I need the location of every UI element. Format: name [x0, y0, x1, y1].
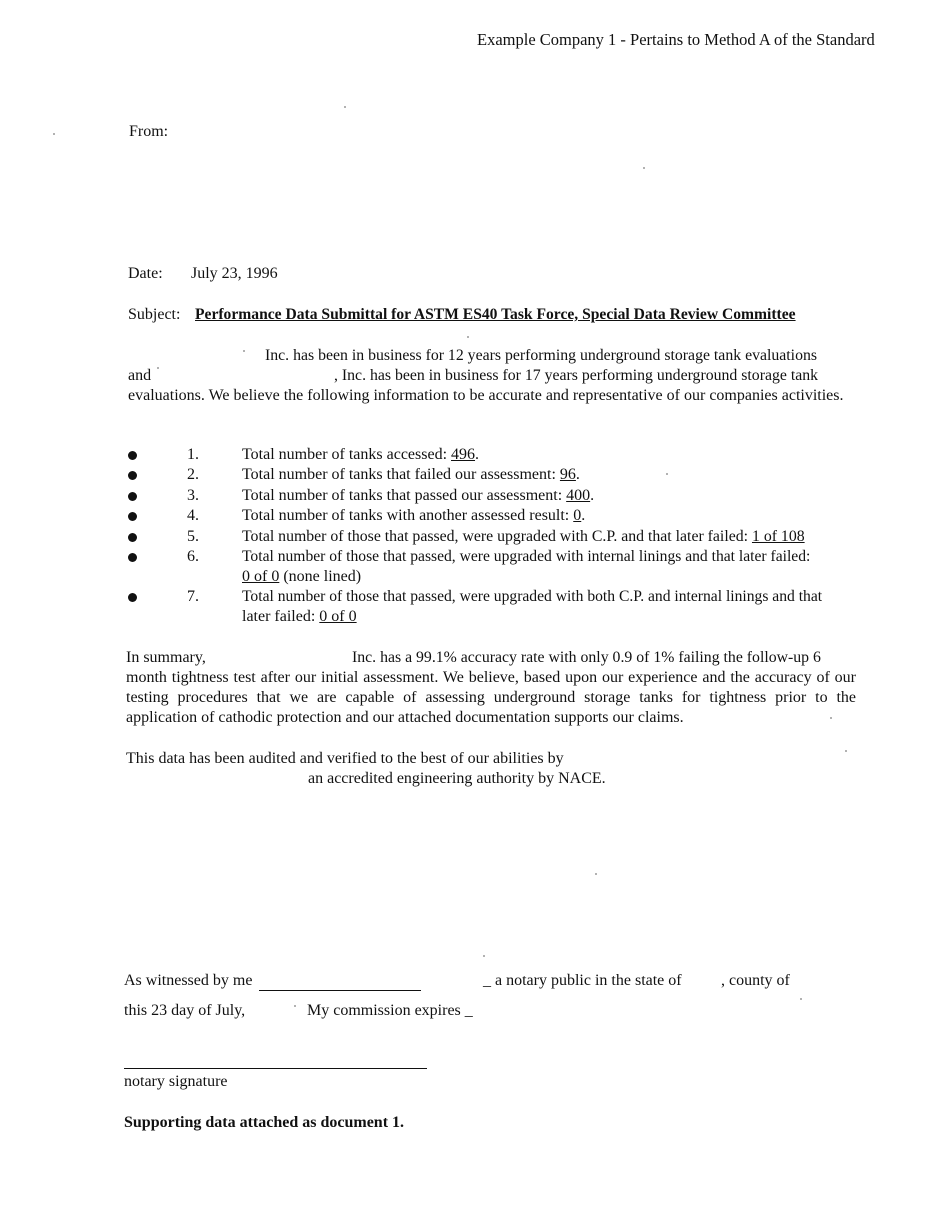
bullet-icon: [128, 553, 137, 562]
list-item-number: 2.: [187, 466, 199, 483]
bullet-icon: [128, 512, 137, 521]
witness-name-line: [259, 990, 421, 991]
date-label: Date:: [128, 265, 163, 282]
list-item-text: Total number of tanks with another assessed result:: [242, 507, 574, 524]
list-item-number: 6.: [187, 548, 199, 565]
bullet-icon: [128, 533, 137, 542]
subject-value: Performance Data Submittal for ASTM ES40 Task Force, Special Data Review Committee: [195, 306, 796, 323]
day-label: this 23 day of July,: [124, 1002, 246, 1019]
list-item-value: 400: [566, 487, 591, 504]
list-item-text: Total number of tanks accessed:: [242, 446, 452, 463]
signature-label: notary signature: [124, 1073, 228, 1090]
bullet-icon: [128, 593, 137, 602]
audit-line-2: an accredited engineering authority by NACE.: [308, 770, 606, 787]
signature-line: [124, 1068, 427, 1069]
summary-body: month tightness test after our initial assessment. We believe, based upon our experience and the accuracy of our testing procedures that we are capable of assessing underground storage tanks for tightness prior to the application of cathodic protection and our attached documentation supports our claims.: [126, 669, 856, 726]
list-item-value: 0 of 0: [319, 608, 357, 625]
subject-label: Subject:: [128, 306, 181, 323]
list-item-value: 96: [559, 466, 576, 483]
list-item-number: 7.: [187, 588, 199, 605]
list-item-number: 3.: [187, 487, 199, 504]
bullet-icon: [128, 451, 137, 460]
list-item-text: Total number of those that passed, were upgraded with C.P. and that later failed:: [242, 528, 752, 545]
date-value: July 23, 1996: [191, 265, 278, 282]
commission-label: My commission expires _: [307, 1002, 473, 1019]
summary-lead: In summary,: [126, 649, 206, 666]
list-item-value: 0 of 0: [242, 568, 280, 585]
bullet-icon: [128, 471, 137, 480]
bullet-icon: [128, 492, 137, 501]
page-header-title: Example Company 1 - Pertains to Method A of the Standard: [477, 30, 875, 49]
intro-and: and: [128, 367, 152, 384]
list-item-text: Total number of those that passed, were upgraded with both C.P. and internal linings and that: [242, 588, 823, 605]
notary-public-label: _ a notary public in the state of: [483, 972, 682, 989]
witnessed-label: As witnessed by me: [124, 972, 253, 989]
supporting-data-note: Supporting data attached as document 1.: [124, 1114, 405, 1131]
intro-line-1: Inc. has been in business for 12 years performing underground storage tank evaluations: [265, 347, 818, 364]
from-label: From:: [129, 123, 169, 140]
intro-line-3: evaluations. We believe the following information to be accurate and representative of our companies activities.: [128, 387, 844, 404]
list-item-value: 496: [451, 446, 476, 463]
list-item-number: 4.: [187, 507, 199, 524]
list-item-text: Total number of tanks that passed our assessment:: [242, 487, 567, 504]
list-item-value: 1 of 108: [751, 528, 805, 545]
list-item-text: Total number of tanks that failed our assessment:: [242, 466, 560, 483]
list-item-number: 1.: [187, 446, 199, 463]
audit-line-1: This data has been audited and verified to the best of our abilities by: [126, 750, 564, 767]
intro-line-2: , Inc. has been in business for 17 years performing underground storage tank: [334, 367, 819, 384]
list-item-text: Total number of those that passed, were upgraded with internal linings and that later failed:: [242, 548, 811, 565]
summary-line-1: Inc. has a 99.1% accuracy rate with only 0.9 of 1% failing the follow-up 6: [352, 649, 821, 666]
county-label: , county of: [721, 972, 790, 989]
list-item-value: 0: [573, 507, 582, 524]
list-item-number: 5.: [187, 528, 199, 545]
